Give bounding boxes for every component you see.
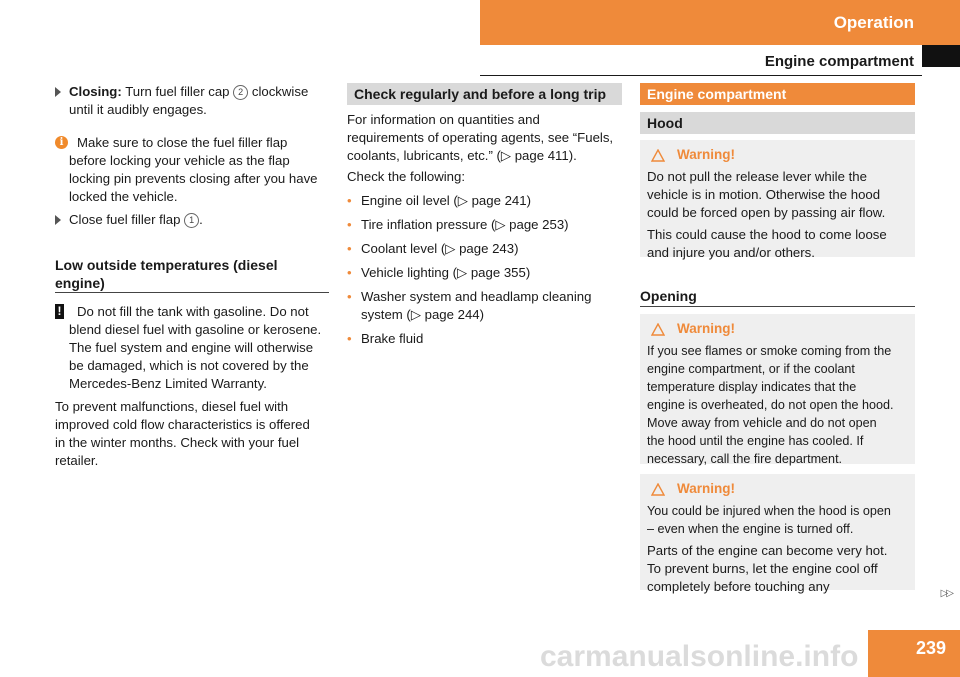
warning-paragraph [647,502,908,538]
check-label: Check the following: [347,169,466,184]
paragraph-line: in the winter months. Check with your fuel [55,435,300,450]
warning-line: – even when the engine is turned off. [647,522,854,536]
bullet-icon: • [347,289,352,304]
warning-line: engine is overheated, do not open the hood. [647,398,894,412]
warning-line: engine compartment, or if the coolant [647,362,855,376]
header-rule [480,75,922,76]
warning-box-1 [640,140,915,260]
list-item-text: Vehicle lighting (▷ page 355) [361,265,531,280]
warning-triangle-icon [651,149,665,162]
info-line: before locking your vehicle as the flap [69,153,290,168]
warning-label: Warning! [677,321,735,336]
list-item-text: Tire inflation pressure (▷ page 253) [361,217,569,232]
page-title: Engine compartment [764,53,914,70]
section-rule [55,292,329,293]
watermark: carmanualsonline.info [540,640,859,673]
closing-step [55,83,349,119]
warning-box-3 [640,474,915,594]
paragraph-line: improved cold flow characteristics is offered [55,417,310,432]
warning-paragraph [647,226,908,262]
warning-line: This could cause the hood to come loose [647,227,887,242]
warning-paragraph [647,168,908,222]
closing-text-b: clockwise [251,84,309,99]
info-line: locking pin prevents closing after you have [69,171,318,186]
warning-line: Do not pull the release lever while the [647,169,867,184]
bullet-icon: • [347,193,352,208]
bullet-icon: • [347,331,352,346]
info-note [55,134,354,206]
warning-label: Warning! [677,147,735,162]
warning-line: Move away from vehicle and do not open [647,416,877,430]
intro-line: requirements of operating agents, see “Fuels, [347,130,614,145]
closing-text-c: until it audibly engages. [69,102,207,117]
warning-line: necessary, call the fire department. [647,452,843,466]
close-flap-step [55,211,349,229]
list-item-text: Brake fluid [361,331,424,346]
list-item [347,264,612,282]
diesel-paragraph [55,398,340,470]
low-temp-heading [55,256,335,292]
list-item-text: Engine oil level (▷ page 241) [361,193,531,208]
page-number: 239 [915,638,946,658]
opening-heading: Opening [640,288,697,304]
warning-line: If you see flames or smoke coming from the [647,344,892,358]
list-item-text: Coolant level (▷ page 243) [361,241,519,256]
caution-line: blend diesel fuel with gasoline or kerosene. [69,322,322,337]
step-arrow-icon [55,215,61,225]
list-item [347,216,612,234]
paragraph-line: retailer. [55,453,99,468]
caution-icon: ! [55,304,64,319]
list-item [347,240,612,258]
warning-line: could be forced open by passing air flow. [647,205,886,220]
low-temp-heading-line: engine) [55,275,105,291]
intro-line: For information on quantities and [347,112,540,127]
warning-line: completely before touching any [647,579,830,594]
info-icon: i [55,136,68,149]
close-text: Close fuel filler flap [69,212,181,227]
intro-line: coolants, lubricants, etc.” (▷ page 411). [347,148,577,163]
caution-note [55,303,354,393]
warning-title [651,480,908,498]
callout-1-icon: 1 [184,213,199,228]
info-line: locked the vehicle. [69,189,178,204]
bullet-icon: • [347,241,352,256]
section-title: Operation [833,13,914,32]
engine-compartment-heading: Engine compartment [640,83,915,105]
warning-line: the hood until the engine has cooled. If [647,434,864,448]
caution-line: Mercedes-Benz Limited Warranty. [69,376,267,391]
warning-title [651,320,908,338]
closing-label: Closing: [69,84,122,99]
bullet-icon: • [347,265,352,280]
step-arrow-icon [55,87,61,97]
hood-heading: Hood [640,112,915,134]
list-item [347,288,612,324]
list-item [347,330,612,348]
warning-title [651,146,908,164]
warning-line: You could be injured when the hood is open [647,504,891,518]
check-regularly-heading: Check regularly and before a long trip [347,83,622,105]
info-line: Make sure to close the fuel filler flap [77,135,288,150]
bullet-icon: • [347,217,352,232]
check-intro [347,111,627,165]
paragraph-line: To prevent malfunctions, diesel fuel with [55,399,289,414]
warning-paragraph [647,542,908,596]
caution-line: The fuel system and engine will otherwise [69,340,314,355]
warning-triangle-icon [651,483,665,496]
warning-line: Parts of the engine can become very hot. [647,543,888,558]
warning-line: To prevent burns, let the engine cool off [647,561,878,576]
warning-line: vehicle is in motion. Otherwise the hood [647,187,881,202]
header-tab-block [922,45,960,67]
callout-2-icon: 2 [233,85,248,100]
warning-box-2 [640,314,915,464]
warning-line: temperature display indicates that the [647,380,857,394]
list-item [347,192,612,210]
caution-line: be damaged, which is not covered by the [69,358,309,373]
check-list [347,192,612,354]
warning-label: Warning! [677,481,735,496]
caution-line: Do not fill the tank with gasoline. Do not [77,304,309,319]
close-end: . [199,212,203,227]
closing-text: Turn fuel filler cap [125,84,230,99]
warning-line: and injure you and/or others. [647,245,815,260]
continue-icon: ▷▷ [940,588,952,599]
section-rule [640,306,915,307]
warning-paragraph [647,342,908,468]
warning-triangle-icon [651,323,665,336]
list-item-text: Washer system and headlamp cleaning system (▷ page 244) [361,289,592,322]
low-temp-heading-line: Low outside temperatures (diesel [55,257,278,273]
